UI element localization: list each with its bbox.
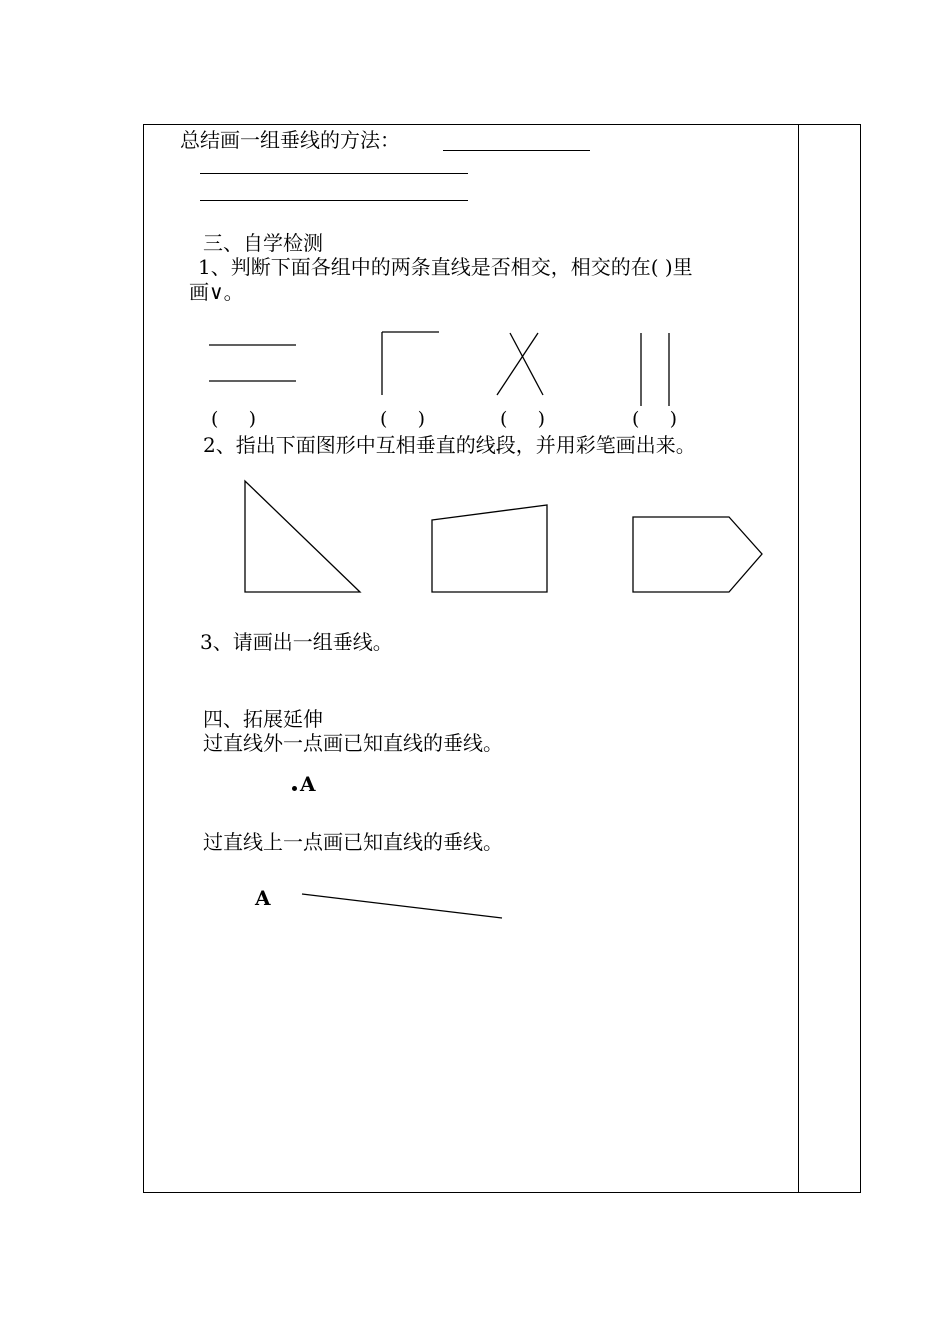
answer-blank-4[interactable]: ( ) xyxy=(632,408,678,430)
question3-text: 3、请画出一组垂线。 xyxy=(200,630,393,654)
answer-blank-3[interactable]: ( ) xyxy=(500,408,546,430)
extension-task2: 过直线上一点画已知直线的垂线。 xyxy=(203,830,503,854)
answer-blank-2[interactable]: ( ) xyxy=(380,408,426,430)
section4-heading: 四、拓展延伸 xyxy=(203,707,323,731)
question2-text: 2、指出下面图形中互相垂直的线段，并用彩笔画出来。 xyxy=(203,433,696,457)
question1-text-cont: 画∨。 xyxy=(189,280,244,304)
point-a-label-1: A xyxy=(300,772,316,796)
summary-prompt: 总结画一组垂线的方法： xyxy=(180,128,400,152)
extension-task1: 过直线外一点画已知直线的垂线。 xyxy=(203,731,503,755)
given-straight-line xyxy=(302,894,502,918)
question1-text: 1、判断下面各组中的两条直线是否相交，相交的在( )里 xyxy=(198,255,693,279)
section3-heading: 三、自学检测 xyxy=(203,231,323,255)
answer-blank-1[interactable]: ( ) xyxy=(211,408,257,430)
point-a-label-2: A xyxy=(255,886,271,910)
